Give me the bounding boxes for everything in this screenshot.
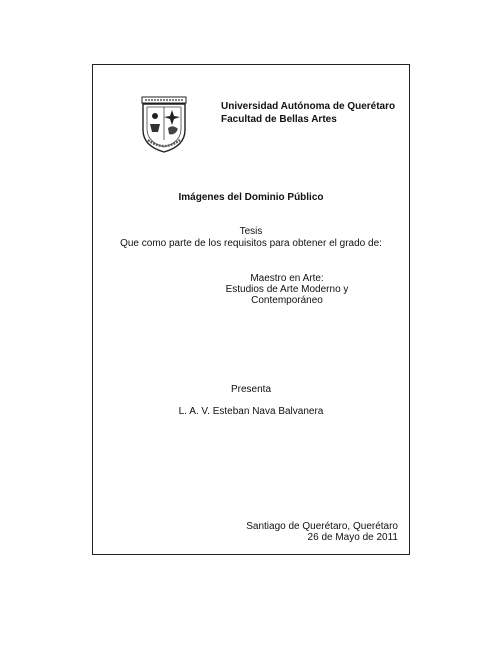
university-seal-icon xyxy=(139,96,189,154)
date-line: 26 de Mayo de 2011 xyxy=(307,532,398,543)
institution-header xyxy=(221,100,395,126)
degree-block xyxy=(207,273,367,306)
degree-line-2: Estudios de Arte Moderno y xyxy=(225,284,349,295)
presenta-label: Presenta xyxy=(230,384,272,395)
university-name: Universidad Autónoma de Querétaro xyxy=(221,101,396,112)
document-type: Tesis xyxy=(239,226,263,237)
degree-line-3: Contemporáneo xyxy=(251,295,323,306)
degree-line-1: Maestro en Arte: xyxy=(250,273,324,284)
place-line: Santiago de Querétaro, Querétaro xyxy=(246,521,398,532)
thesis-title: Imágenes del Dominio Público xyxy=(178,192,324,203)
purpose-statement: Que como parte de los requisitos para obtener el grado de: xyxy=(120,238,382,249)
faculty-name: Facultad de Bellas Artes xyxy=(221,114,337,125)
author-name: L. A. V. Esteban Nava Balvanera xyxy=(178,406,324,417)
